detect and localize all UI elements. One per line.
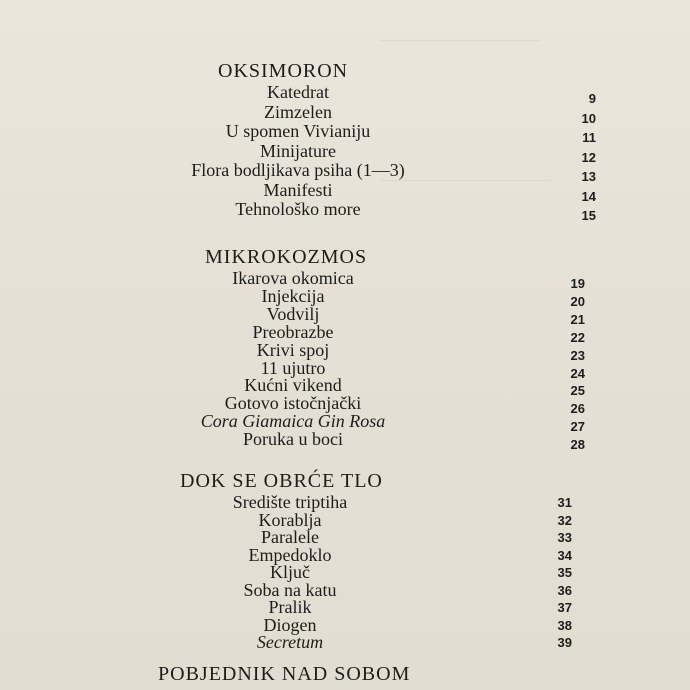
toc-entry-title: Ključ	[270, 562, 310, 582]
toc-entry-title: Ikarova okomica	[232, 268, 354, 288]
toc-entry-page-number: 34	[557, 547, 572, 563]
toc-entry-page-number: 25	[570, 383, 585, 399]
toc-entry-title: Zimzelen	[264, 101, 332, 122]
toc-entry-page-number: 14	[581, 188, 596, 204]
toc-entry-title: Paralele	[261, 527, 319, 547]
toc-entry-title: Tehnološko more	[235, 199, 361, 219]
toc-entry-title: Pralik	[268, 597, 312, 617]
toc-entry-title: Injekcija	[261, 285, 325, 306]
toc-entry-page-number: 10	[581, 110, 596, 126]
toc-entry-title: Flora bodljikava psiha (1—3)	[191, 160, 405, 180]
toc-entry-page-number: 28	[570, 437, 585, 453]
toc-entry-title: Korablja	[258, 509, 322, 530]
toc-entry-page-number: 13	[581, 169, 596, 184]
toc-entry-page-number: 37	[557, 600, 572, 615]
toc-entry-page-number: 26	[570, 401, 585, 417]
toc-entry-page-number: 21	[570, 311, 585, 327]
toc-entry-page-number: 24	[570, 365, 585, 381]
toc-entry-page-number: 23	[570, 347, 585, 363]
toc-entry-page-number: 20	[570, 293, 585, 309]
toc-entry-page-number: 35	[557, 565, 572, 580]
section-heading: OKSIMORON	[218, 60, 349, 82]
toc-entry-title: Secretum	[256, 632, 324, 652]
toc-entry-title: Minijature	[260, 140, 336, 161]
toc-entry-title: Cora Giamaica Gin Rosa	[200, 411, 386, 432]
toc-entry-title: Empedoklo	[248, 544, 332, 565]
toc-entry-title: Diogen	[263, 614, 317, 635]
section-heading: MIKROKOZMOS	[205, 246, 368, 268]
toc-entry-title: Manifesti	[263, 179, 333, 200]
toc-entry-page-number: 31	[557, 495, 572, 510]
toc-entry-title: 11 ujutro	[260, 357, 326, 378]
toc-entry-title: Poruka u boci	[243, 429, 343, 450]
toc-entry-page-number: 39	[557, 635, 572, 650]
toc-entry-title: Središte triptiha	[232, 492, 348, 512]
toc-entry-page-number: 9	[588, 91, 596, 106]
toc-entry-page-number: 22	[570, 329, 585, 345]
toc-entry-title: Kućni vikend	[244, 375, 342, 396]
toc-entry-page-number: 38	[557, 617, 572, 633]
toc-entry-page-number: 12	[581, 149, 596, 165]
toc-entry-title: Soba na katu	[243, 579, 337, 600]
toc-entry-title: Gotovo istočnjački	[224, 393, 362, 414]
toc-entry-page-number: 19	[570, 276, 585, 291]
toc-entry-page-number: 27	[570, 419, 585, 435]
toc-entry-page-number: 11	[582, 130, 596, 145]
toc-entry-title: Vodvilj	[266, 303, 320, 324]
toc-entry-title: U spomen Vivianiju	[225, 121, 371, 141]
toc-entry-title: Katedrat	[267, 82, 329, 102]
toc-entry-title: Krivi spoj	[256, 339, 330, 360]
toc-entry-page-number: 36	[557, 582, 572, 598]
section-heading: POBJEDNIK NAD SOBOM	[158, 663, 411, 685]
section-heading: DOK SE OBRĆE TLO	[180, 470, 383, 492]
toc-entry-page-number: 32	[557, 512, 572, 528]
toc-entry-page-number: 33	[557, 530, 572, 545]
toc-entry-page-number: 15	[581, 208, 596, 223]
toc-entry-title: Preobrazbe	[252, 321, 334, 342]
